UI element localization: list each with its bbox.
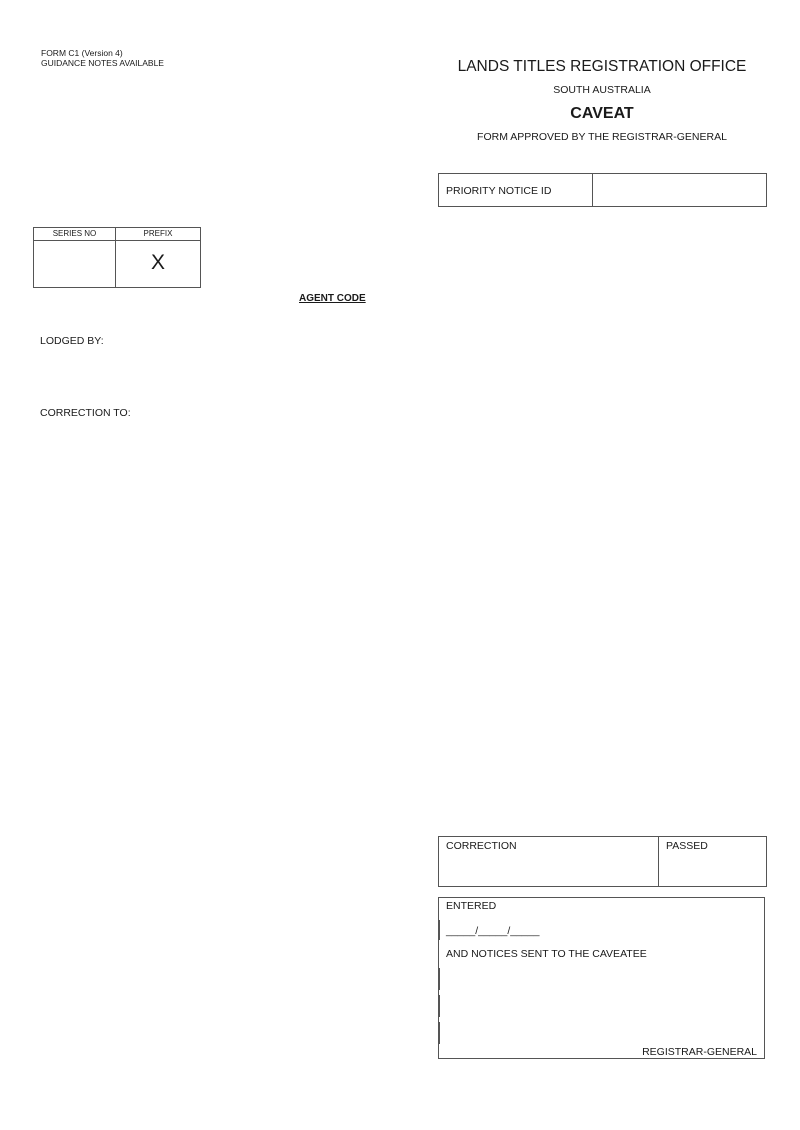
prefix-column <box>116 228 200 287</box>
margin-tick <box>438 995 440 1017</box>
notices-sent-label: AND NOTICES SENT TO THE CAVEATEE <box>446 948 647 960</box>
state-name: SOUTH AUSTRALIA <box>553 84 651 96</box>
form-title: CAVEAT <box>570 105 634 122</box>
series-field[interactable] <box>34 241 115 287</box>
office-title: LANDS TITLES REGISTRATION OFFICE <box>457 58 747 75</box>
agent-code-label: AGENT CODE <box>299 293 366 304</box>
entered-date-field[interactable]: _____/_____/_____ <box>446 925 540 937</box>
correction-to-label: CORRECTION TO: <box>40 407 131 419</box>
form-version: FORM C1 (Version 4) <box>41 48 123 58</box>
priority-notice-label: PRIORITY NOTICE ID <box>439 174 593 206</box>
series-column <box>34 228 116 287</box>
correction-cell[interactable] <box>439 837 659 886</box>
correction-passed-box <box>438 836 767 887</box>
form-id <box>41 48 164 68</box>
priority-notice-box <box>438 173 767 207</box>
prefix-header: PREFIX <box>116 228 200 241</box>
passed-label: PASSED <box>666 840 708 852</box>
approval-note: FORM APPROVED BY THE REGISTRAR-GENERAL <box>477 131 727 143</box>
form-heading <box>440 58 764 144</box>
margin-tick <box>438 1022 440 1044</box>
entered-label: ENTERED <box>446 900 497 912</box>
entered-box <box>438 897 765 1059</box>
lodged-by-label: LODGED BY: <box>40 335 104 347</box>
series-prefix-box <box>33 227 201 288</box>
guidance-notes: GUIDANCE NOTES AVAILABLE <box>41 58 164 68</box>
registrar-general-label: REGISTRAR-GENERAL <box>642 1046 757 1058</box>
correction-label: CORRECTION <box>446 840 517 852</box>
passed-cell[interactable] <box>659 837 766 886</box>
series-header: SERIES NO <box>34 228 115 241</box>
margin-tick <box>438 968 440 990</box>
prefix-value: X <box>150 251 165 274</box>
margin-tick <box>438 920 440 940</box>
priority-notice-field[interactable] <box>593 174 766 206</box>
